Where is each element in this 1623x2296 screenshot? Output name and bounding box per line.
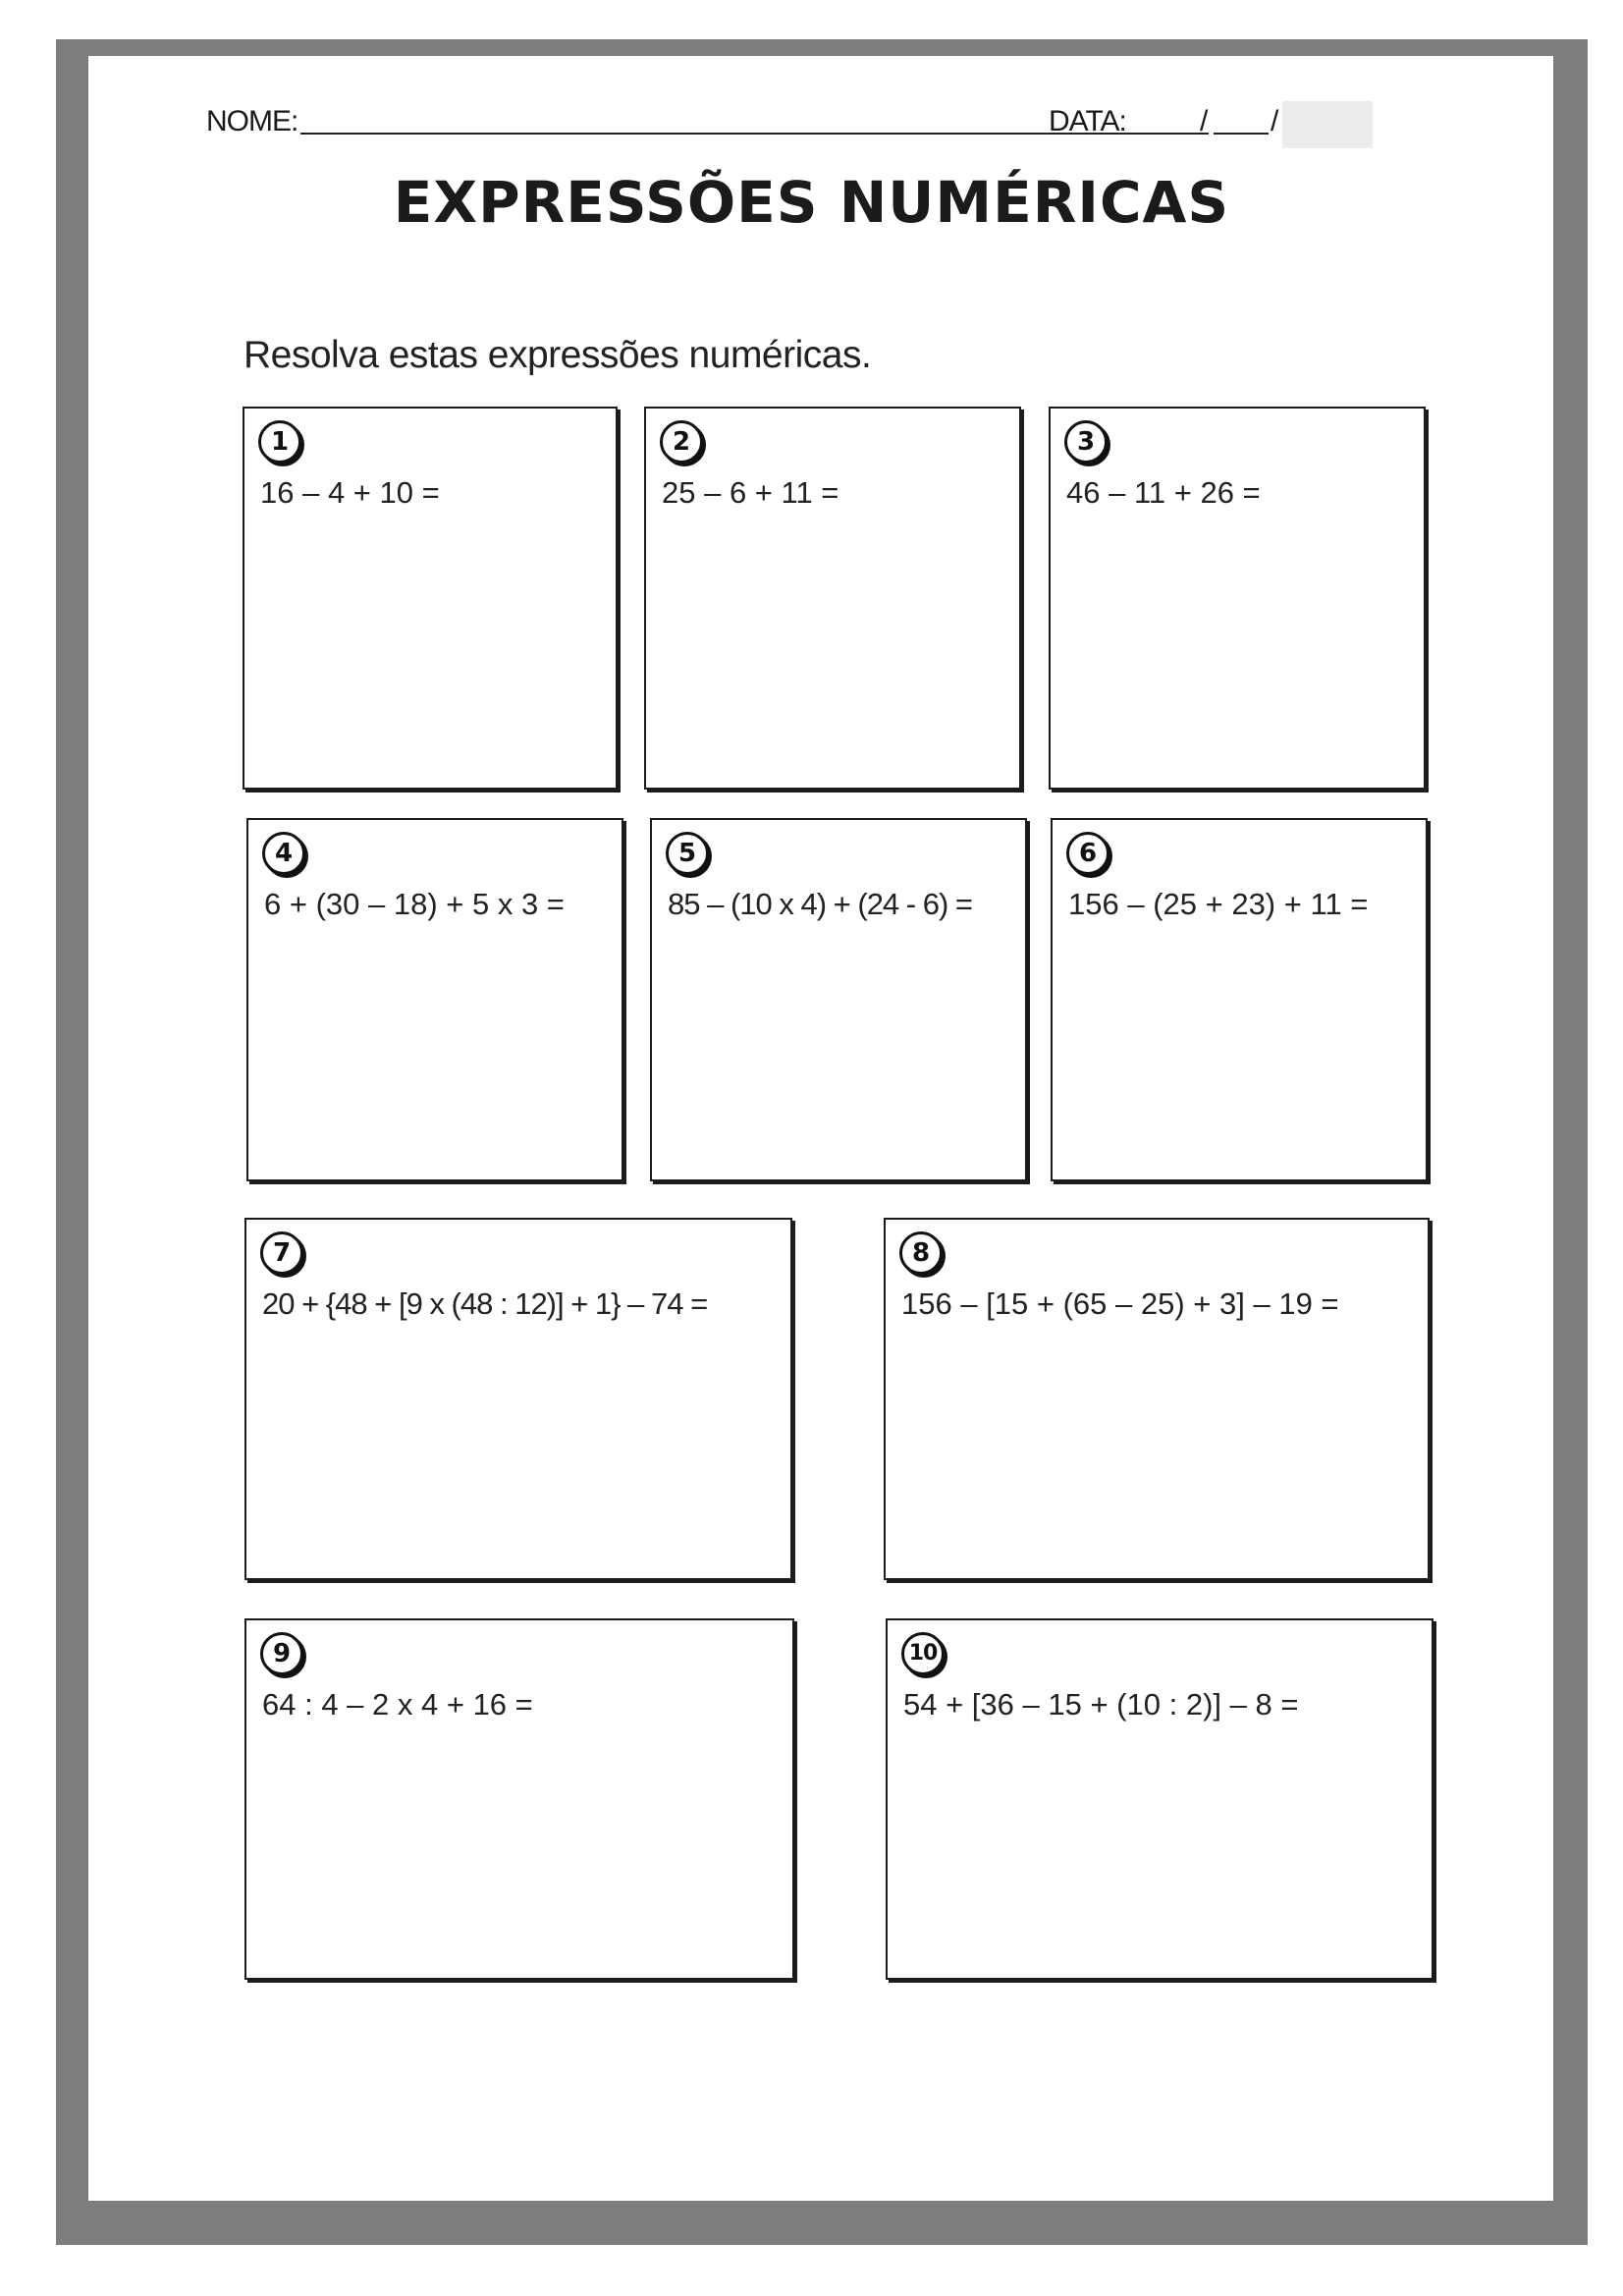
exercise-number: 2 bbox=[660, 420, 703, 464]
exercise-expression: 64 : 4 – 2 x 4 + 16 = bbox=[262, 1687, 533, 1722]
exercise-box[interactable] bbox=[243, 407, 618, 790]
exercise-number: 8 bbox=[899, 1231, 943, 1275]
exercise-box[interactable] bbox=[644, 407, 1021, 790]
date-year-field[interactable] bbox=[1282, 101, 1373, 148]
exercise-number: 4 bbox=[262, 832, 305, 875]
exercise-box[interactable] bbox=[244, 1618, 794, 1980]
exercise-box[interactable] bbox=[1051, 818, 1428, 1181]
exercise-number: 1 bbox=[258, 420, 301, 464]
exercise-box[interactable] bbox=[246, 818, 623, 1181]
exercise-box[interactable] bbox=[1049, 407, 1426, 790]
exercise-box[interactable] bbox=[244, 1218, 792, 1580]
exercise-expression: 16 – 4 + 10 = bbox=[260, 475, 440, 510]
date-label: DATA: bbox=[1049, 105, 1126, 137]
exercise-number: 3 bbox=[1064, 420, 1108, 464]
exercise-expression: 85 – (10 x 4) + (24 - 6) = bbox=[668, 887, 973, 921]
header-fields bbox=[206, 101, 1365, 148]
exercise-expression: 46 – 11 + 26 = bbox=[1066, 475, 1261, 510]
exercise-number: 6 bbox=[1066, 832, 1109, 875]
exercise-number: 5 bbox=[666, 832, 709, 875]
page-title: EXPRESSÕES NUMÉRICAS bbox=[393, 169, 1230, 236]
exercise-expression: 6 + (30 – 18) + 5 x 3 = bbox=[264, 887, 565, 921]
exercise-number: 9 bbox=[260, 1632, 303, 1675]
date-separator: / bbox=[1271, 105, 1278, 137]
exercise-box[interactable] bbox=[650, 818, 1027, 1181]
exercise-number: 10 bbox=[901, 1632, 945, 1675]
exercise-expression: 25 – 6 + 11 = bbox=[662, 475, 839, 510]
exercise-box[interactable] bbox=[884, 1218, 1430, 1580]
date-separator: / bbox=[1200, 105, 1208, 137]
exercise-box[interactable] bbox=[886, 1618, 1434, 1980]
instruction-text: Resolva estas expressões numéricas. bbox=[243, 334, 872, 376]
exercise-expression: 54 + [36 – 15 + (10 : 2)] – 8 = bbox=[903, 1687, 1299, 1722]
exercise-expression: 20 + {48 + [9 x (48 : 12)] + 1} – 74 = bbox=[262, 1286, 708, 1321]
date-month-field[interactable] bbox=[1214, 133, 1269, 135]
name-label: NOME: bbox=[206, 105, 298, 137]
date-day-field[interactable] bbox=[1137, 133, 1198, 135]
exercise-expression: 156 – (25 + 23) + 11 = bbox=[1068, 887, 1369, 921]
exercise-number: 7 bbox=[260, 1231, 303, 1275]
exercise-expression: 156 – [15 + (65 – 25) + 3] – 19 = bbox=[901, 1286, 1339, 1321]
